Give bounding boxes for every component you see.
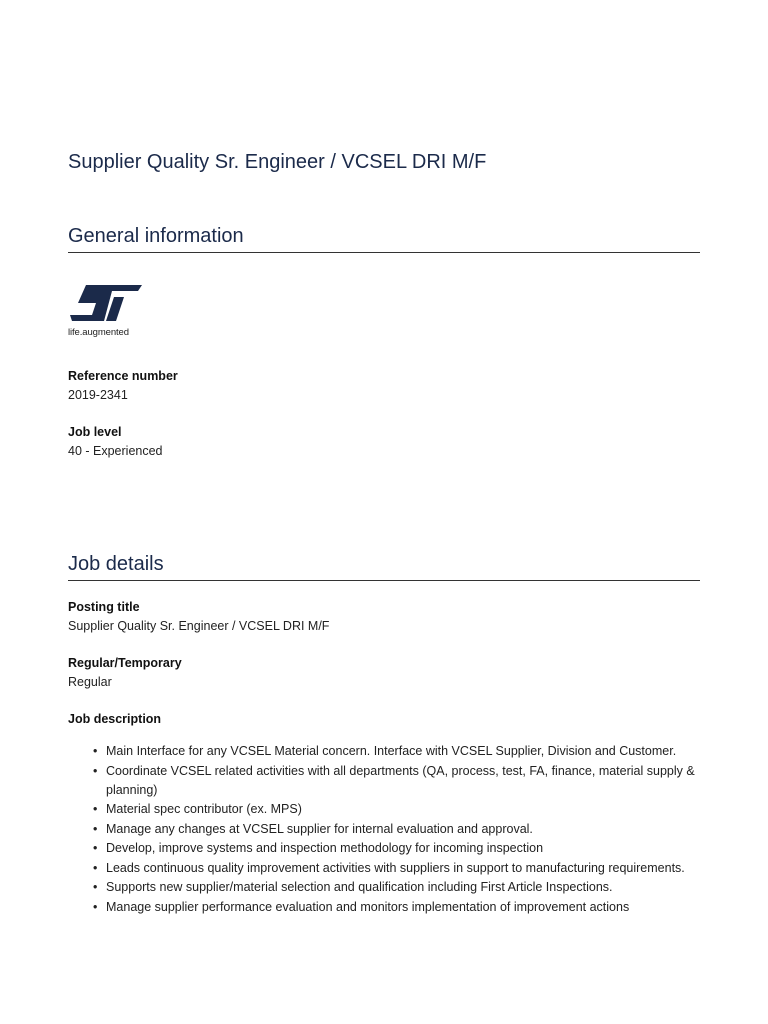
field-label: Regular/Temporary <box>68 656 182 670</box>
field-regular-temporary <box>68 654 700 692</box>
field-value: Supplier Quality Sr. Engineer / VCSEL DRI M/F <box>68 619 330 633</box>
field-value: Regular <box>68 675 112 689</box>
job-title: Supplier Quality Sr. Engineer / VCSEL DRI M/F <box>68 151 487 173</box>
field-job-level <box>68 423 700 461</box>
field-job-description <box>68 710 700 729</box>
st-logo-icon <box>68 283 148 325</box>
field-label: Job level <box>68 425 122 439</box>
logo-tagline: life.augmented <box>68 327 129 338</box>
field-reference-number <box>68 367 700 405</box>
section-heading-job-details: Job details <box>68 553 700 581</box>
section-heading-general-information: General information <box>68 225 700 253</box>
field-label: Job description <box>68 712 162 726</box>
list-item: • Manage any changes at VCSEL supplier for internal evaluation and approval. <box>106 820 706 839</box>
field-value: 2019-2341 <box>68 388 128 402</box>
field-value: 40 - Experienced <box>68 444 163 458</box>
company-logo <box>68 283 148 343</box>
list-item: • Manage supplier performance evaluation and monitors implementation of improvement actions <box>106 898 706 917</box>
job-description-list <box>68 742 706 917</box>
field-label: Reference number <box>68 369 178 383</box>
list-item: • Material spec contributor (ex. MPS) <box>106 800 706 819</box>
list-item: • Coordinate VCSEL related activities with all departments (QA, process, test, FA, finance, material supply & planning) <box>106 762 706 800</box>
list-item: • Supports new supplier/material selection and qualification including First Article Inspections. <box>106 878 706 897</box>
list-item: • Develop, improve systems and inspection methodology for incoming inspection <box>106 839 706 858</box>
list-item: • Leads continuous quality improvement activities with suppliers in support to manufacturing requirements. <box>106 859 706 878</box>
field-posting-title <box>68 598 700 636</box>
list-item: • Main Interface for any VCSEL Material concern. Interface with VCSEL Supplier, Division and Customer. <box>106 742 706 761</box>
field-label: Posting title <box>68 600 140 614</box>
